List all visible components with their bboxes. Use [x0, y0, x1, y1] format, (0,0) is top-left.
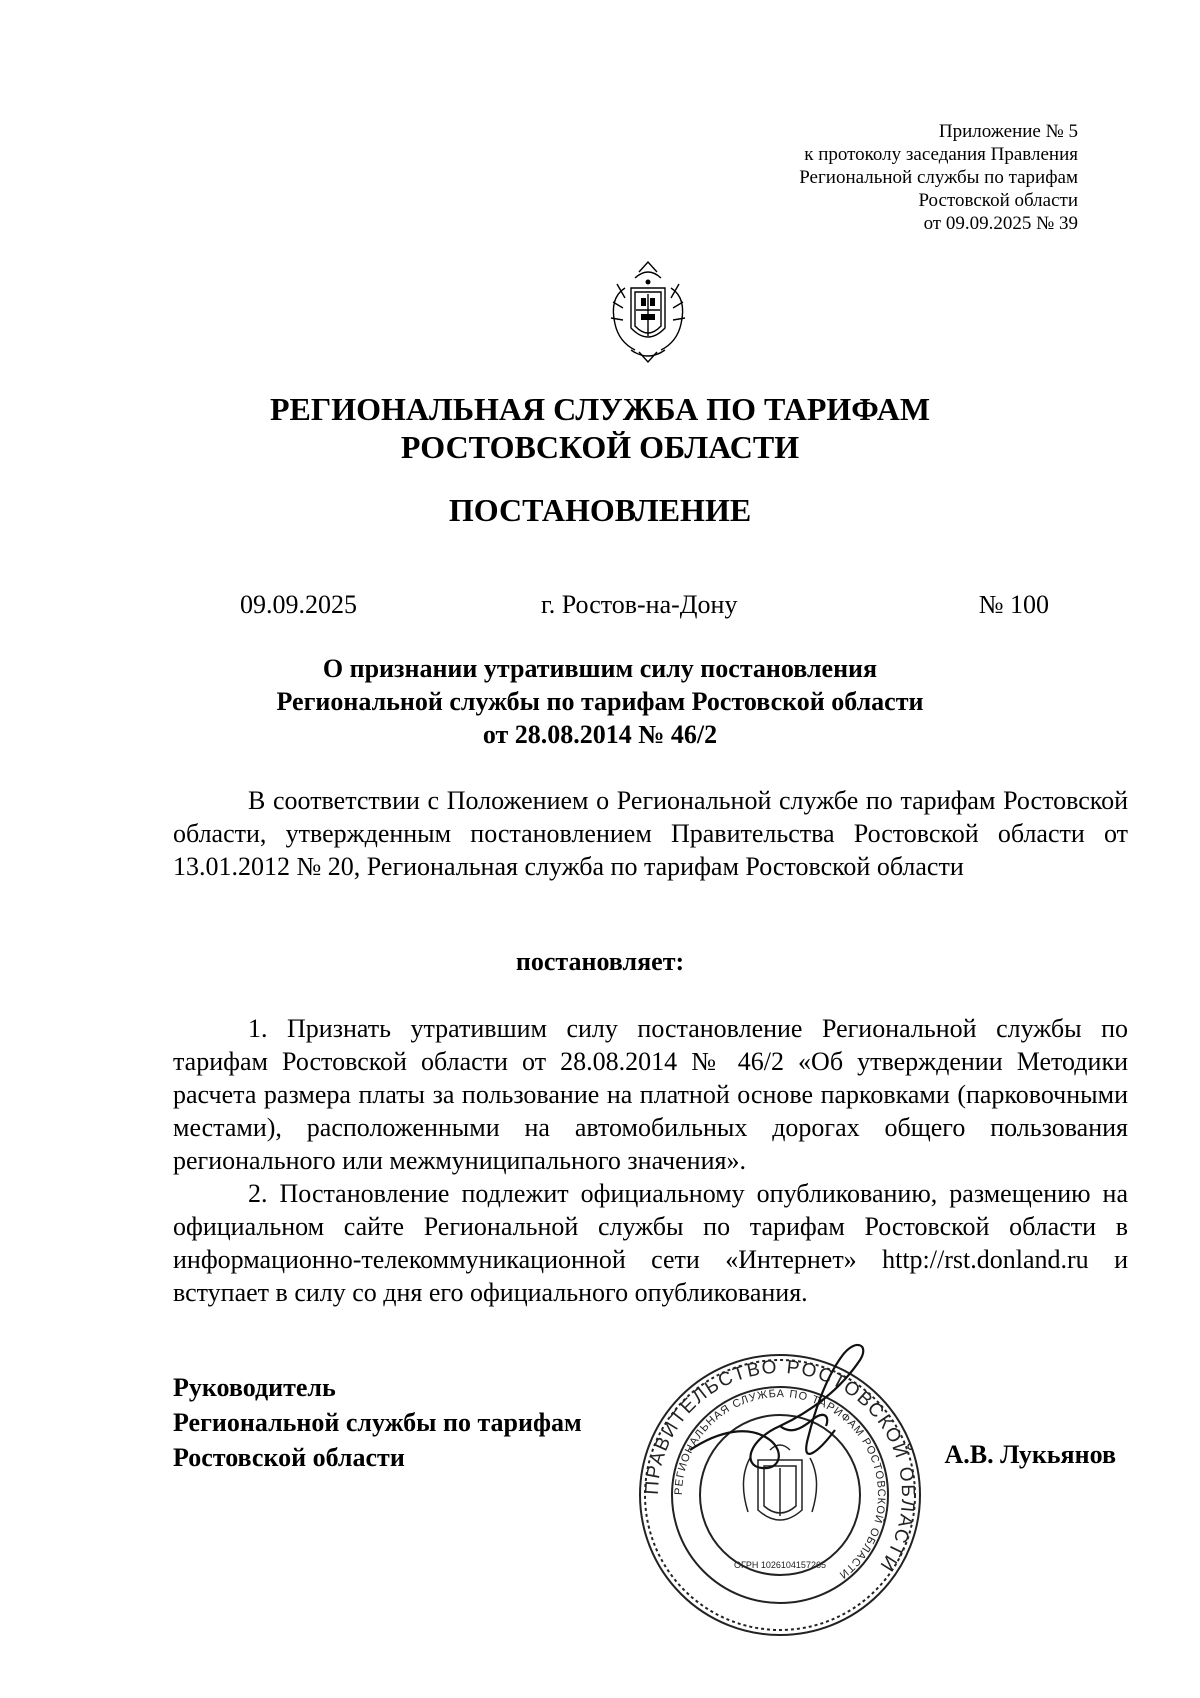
organization-title — [0, 390, 1200, 466]
subject-line: Региональной службы по тарифам Ростовской области — [276, 687, 924, 716]
seal-emblem-icon — [743, 1445, 816, 1520]
signatory-position-line: Руководитель — [173, 1373, 336, 1402]
preamble-paragraph: В соответствии с Положением о Региональной службе по тарифам Ростовской области, утвержденным постановлением Правительства Ростовской области от 13.01.2012 № 20, Региональная служба по тарифам Ростовской области — [173, 786, 1128, 881]
annex-line: к протоколу заседания Правления — [804, 144, 1078, 165]
organization-title-line: РОСТОВСКОЙ ОБЛАСТИ — [400, 429, 800, 465]
resolves-heading: постановляет: — [515, 947, 685, 976]
signatory-position-line: Региональной службы по тарифам — [173, 1408, 582, 1437]
subject-line: О признании утратившим силу постановления — [322, 654, 878, 683]
official-seal-stamp — [630, 1330, 930, 1640]
coat-of-arms-emblem — [595, 258, 701, 366]
document-type: ПОСТАНОВЛЕНИЕ — [448, 492, 752, 528]
annex-line: от 09.09.2025 № 39 — [923, 213, 1078, 234]
organization-title-line: РЕГИОНАЛЬНАЯ СЛУЖБА ПО ТАРИФАМ — [269, 391, 931, 427]
resolution-item-2: 2. Постановление подлежит официальному опубликованию, размещению на официальном сайте Региональной службы по тарифам Ростовской области в информационно-телекоммуникационной сети «Интернет» http://rst.donland.ru и вступает в силу со дня его официального опубликования. — [173, 1179, 1128, 1307]
document-number: № 100 — [978, 590, 1049, 619]
document-city: г. Ростов-на-Дону — [541, 590, 738, 619]
seal-ogrn-text: ОГРН 1026104157265 — [734, 1560, 826, 1570]
seal-inner-text: РЕГИОНАЛЬНАЯ СЛУЖБА ПО ТАРИФАМ РОСТОВСКОЙ ОБЛАСТИ — [672, 1387, 888, 1582]
annex-note — [799, 120, 1078, 235]
document-date: 09.09.2025 — [240, 590, 357, 619]
signatory-position-line: Ростовской области — [173, 1443, 405, 1472]
subject-line: от 28.08.2014 № 46/2 — [482, 720, 718, 749]
seal-outer-text: ПРАВИТЕЛЬСТВО РОСТОВСКОЙ ОБЛАСТИ — [641, 1356, 919, 1576]
resolution-item-1: 1. Признать утратившим силу постановление Региональной службы по тарифам Ростовской области от 28.08.2014 № 46/2 «Об утверждении Методики расчета размера платы за пользование на платной основе парковками (парковочными местами), расположенными на автомобильных дорогах общего пользования регионального или межмуниципального значения». — [173, 1014, 1128, 1175]
document-subject — [0, 652, 1200, 751]
signatory-position — [173, 1370, 582, 1475]
annex-line: Ростовской области — [918, 190, 1078, 211]
annex-line: Региональной службы по тарифам — [799, 167, 1078, 188]
signatory-name: А.В. Лукьянов — [944, 1440, 1116, 1469]
annex-line: Приложение № 5 — [938, 121, 1078, 142]
